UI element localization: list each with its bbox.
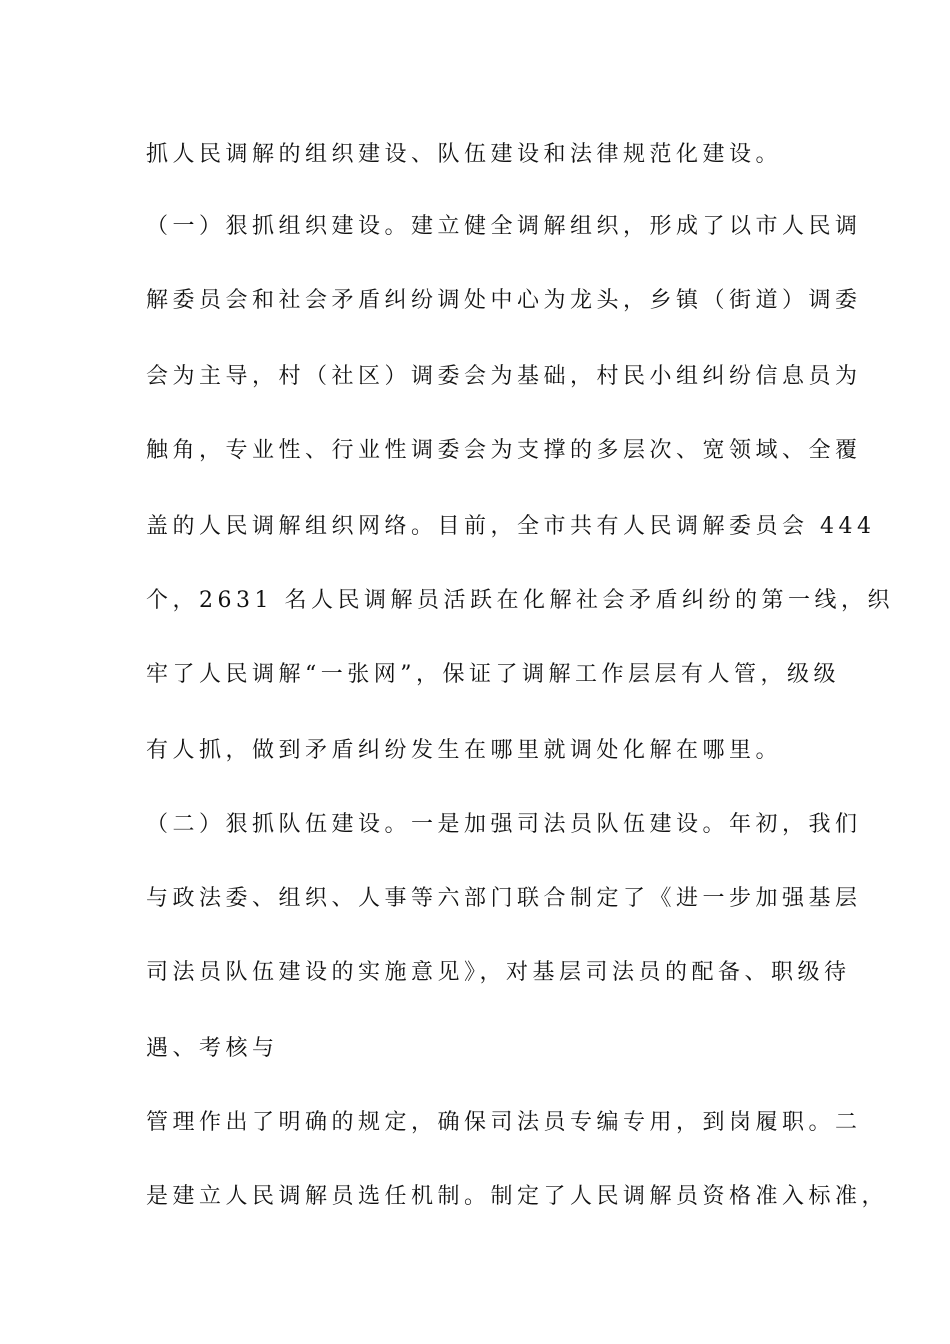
text-line-13: 遇、考核与	[146, 1036, 279, 1061]
text-line-8: 牢了人民调解“一张网”，保证了调解工作层层有人管，级级	[146, 662, 840, 687]
text-line-11: 与政法委、组织、人事等六部门联合制定了《进一步加强基层	[146, 886, 862, 911]
text-line-7: 个，2631 名人民调解员活跃在化解社会矛盾纠纷的第一线，织	[146, 588, 894, 613]
text-line-4: 会为主导，村（社区）调委会为基础，村民小组纠纷信息员为	[146, 364, 862, 389]
text-line-15: 是建立人民调解员选任机制。制定了人民调解员资格准入标准，	[146, 1184, 889, 1209]
text-line-1: 抓人民调解的组织建设、队伍建设和法律规范化建设。	[146, 142, 783, 167]
text-line-14: 管理作出了明确的规定，确保司法员专编专用，到岗履职。二	[146, 1110, 862, 1135]
text-line-6: 盖的人民调解组织网络。目前，全市共有人民调解委员会 444	[146, 514, 876, 539]
text-line-2: （一）狠抓组织建设。建立健全调解组织，形成了以市人民调	[146, 214, 862, 239]
text-line-5: 触角，专业性、行业性调委会为支撑的多层次、宽领域、全覆	[146, 438, 862, 463]
text-line-3: 解委员会和社会矛盾纠纷调处中心为龙头，乡镇（街道）调委	[146, 288, 862, 313]
text-line-10: （二）狠抓队伍建设。一是加强司法员队伍建设。年初，我们	[146, 812, 862, 837]
text-line-12: 司法员队伍建设的实施意见》，对基层司法员的配备、职级待	[146, 960, 851, 985]
text-line-9: 有人抓，做到矛盾纠纷发生在哪里就调处化解在哪里。	[146, 738, 783, 763]
